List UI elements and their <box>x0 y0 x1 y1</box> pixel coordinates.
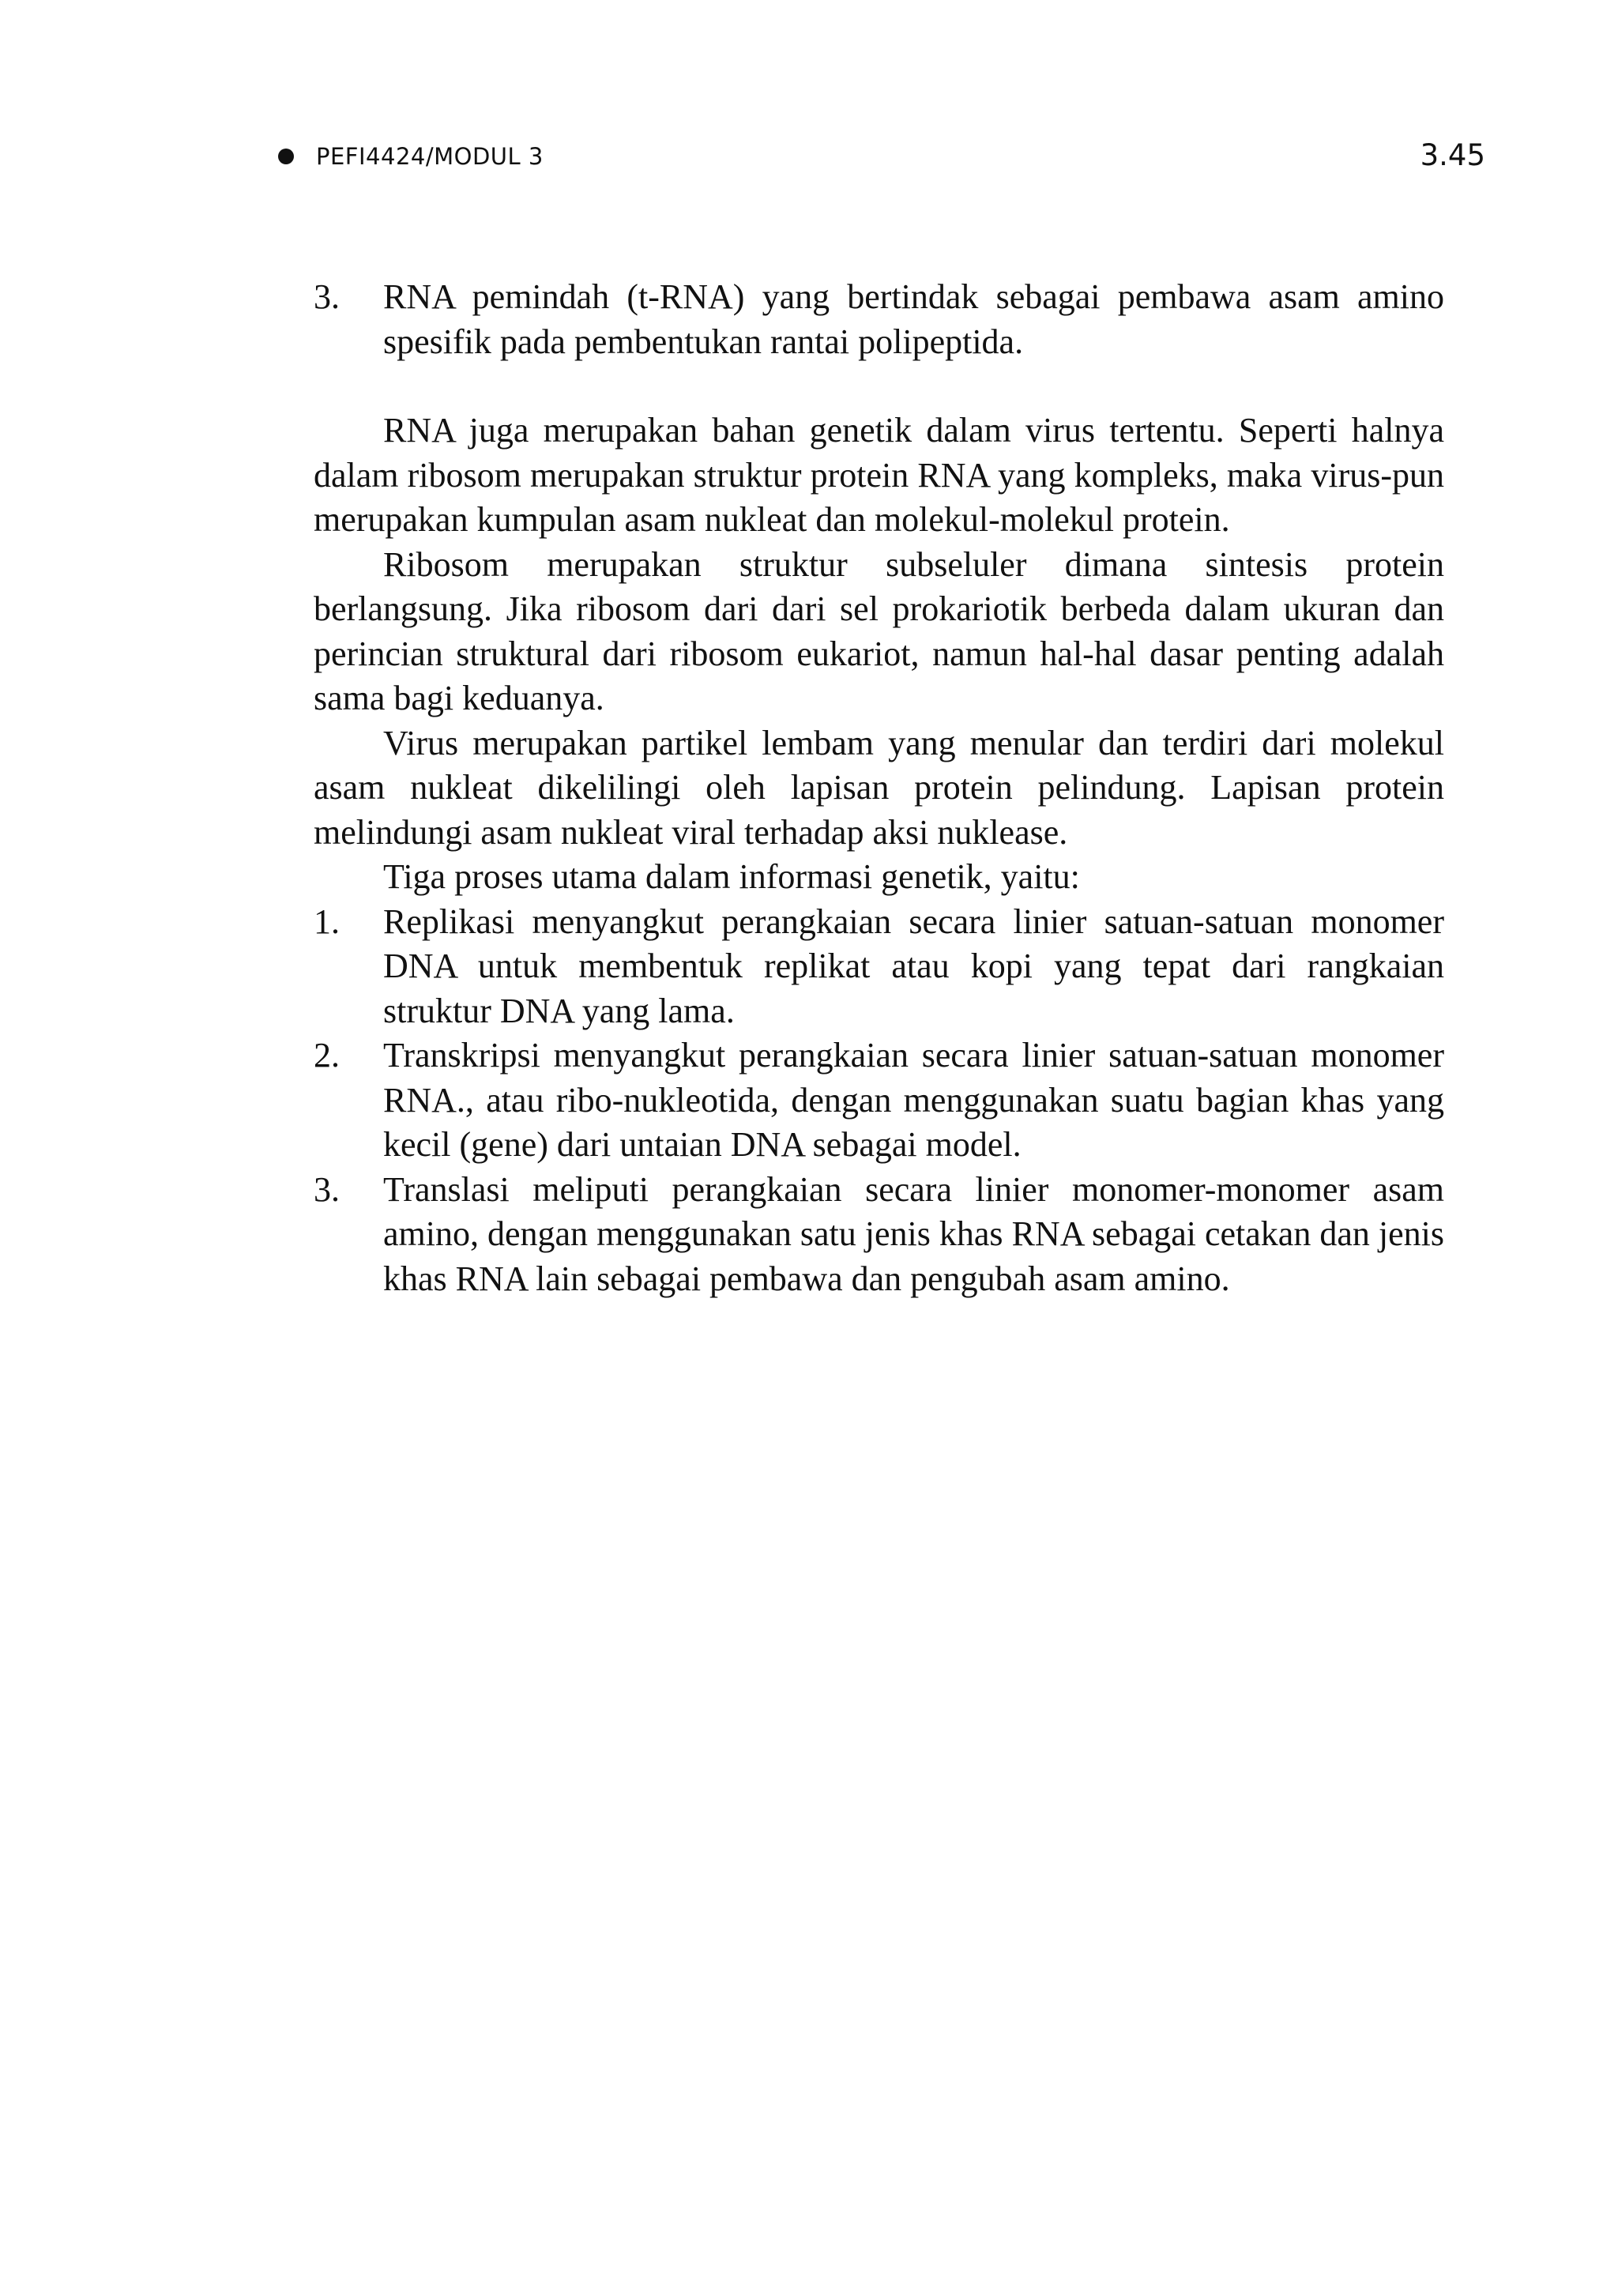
paragraph-gap <box>314 364 1444 408</box>
running-header <box>278 139 1485 179</box>
list-item-number: 2. <box>314 1036 340 1075</box>
module-code: PEFI4424/MODUL 3 <box>316 143 544 170</box>
paragraph-virus: Virus merupakan partikel lembam yang menular dan terdiri dari molekul asam nukleat dikelilingi oleh lapisan protein pelindung. Lapisan protein melindungi asam nukleat viral terhadap aksi nuklease. <box>314 723 1444 852</box>
list-item-transkripsi <box>314 1033 1444 1168</box>
list-item-translasi <box>314 1168 1444 1302</box>
list-item-text: RNA pemindah (t-RNA) yang bertindak sebagai pembawa asam amino spesifik pada pembentukan rantai polipeptida. <box>383 277 1444 361</box>
list-item-number: 3. <box>314 1169 340 1209</box>
paragraph-ribosom: Ribosom merupakan struktur subseluler dimana sintesis protein berlangsung. Jika ribosom dari dari sel prokariotik berbeda dalam ukuran dan perincian struktural dari ribosom eukariot, namun hal-hal dasar penting adalah sama bagi keduanya. <box>314 544 1444 717</box>
list-item-number: 3. <box>314 277 340 316</box>
body-text <box>314 275 1444 1301</box>
paragraph-three-processes: Tiga proses utama dalam informasi genetik, yaitu: <box>383 857 1080 896</box>
list-item-trna <box>314 275 1444 364</box>
paragraph-rna-genetic: RNA juga merupakan bahan genetik dalam virus tertentu. Seperti halnya dalam ribosom merupakan struktur protein RNA yang kompleks, maka virus-pun merupakan kumpulan asam nukleat dan molekul-molekul protein. <box>314 411 1444 539</box>
list-item-text: Replikasi menyangkut perangkaian secara linier satuan-satuan monomer DNA untuk membentuk replikat atau kopi yang tepat dari rangkaian struktur DNA yang lama. <box>383 901 1444 1030</box>
page-number: 3.45 <box>1420 138 1485 172</box>
list-item-replikasi <box>314 900 1444 1034</box>
list-item-number: 1. <box>314 901 340 941</box>
list-item-text: Transkripsi menyangkut perangkaian secara linier satuan-satuan monomer RNA., atau ribo-nukleotida, dengan menggunakan suatu bagian khas yang kecil (gene) dari untaian DNA sebagai model. <box>383 1036 1444 1164</box>
list-item-text: Translasi meliputi perangkaian secara linier monomer-monomer asam amino, dengan menggunakan satu jenis khas RNA sebagai cetakan dan jenis khas RNA lain sebagai pembawa dan pengubah asam amino. <box>383 1169 1444 1298</box>
bullet-icon <box>278 149 294 164</box>
